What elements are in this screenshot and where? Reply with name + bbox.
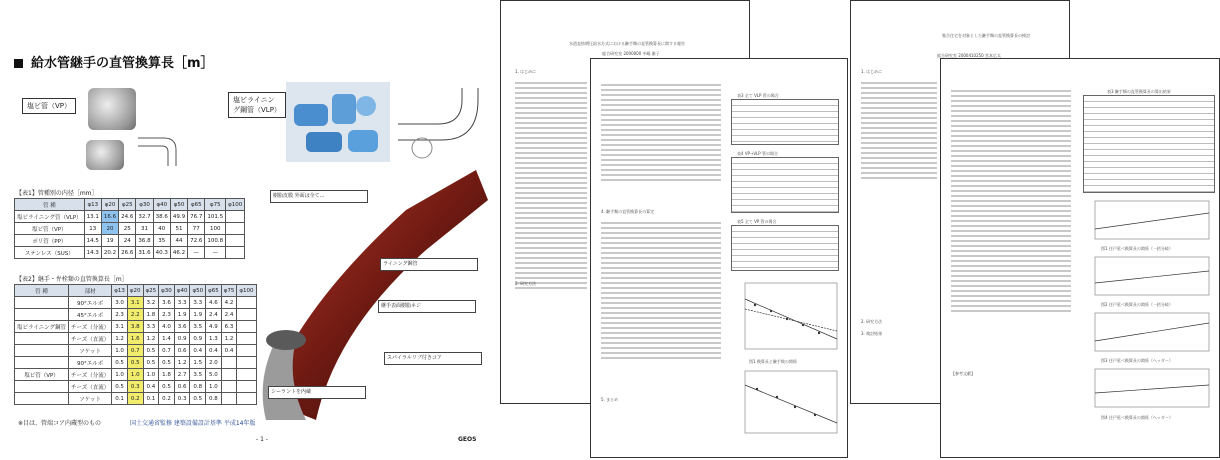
- table-cell: 51: [170, 223, 187, 235]
- page5-body-text: [951, 87, 1071, 315]
- table-cell: 26.6: [119, 247, 136, 259]
- page3-scatter-chart-1: [731, 279, 841, 359]
- table-cell: 0.5: [143, 357, 159, 369]
- table-cell: 1.3: [206, 333, 222, 345]
- table-cell: 6.3: [221, 321, 237, 333]
- page4-title: 集合住宅を対象とした継手類の直管換算長の検討: [942, 33, 1030, 38]
- table-cell: 0.3: [127, 381, 143, 393]
- table-cell: 0.5: [112, 357, 128, 369]
- table1-header: φ100: [226, 199, 245, 211]
- vp-elbow-drawing: [134, 134, 180, 170]
- table-cell: 0.4: [221, 345, 237, 357]
- table2-header-row: [15, 285, 257, 297]
- table-cell: 3.1: [127, 297, 143, 309]
- table1-header-row: [15, 199, 245, 211]
- table-cell: 1.9: [190, 309, 206, 321]
- table1-header: φ30: [136, 199, 153, 211]
- table-cell: 1.0: [112, 345, 128, 357]
- table2-header: φ40: [174, 285, 190, 297]
- table1-caption: 【表1】管種別の内径［mm］: [16, 190, 98, 197]
- page4-section-3: 3. 検討結果: [861, 331, 883, 336]
- table1-header: φ65: [188, 199, 205, 211]
- table-cell: 24.6: [119, 211, 136, 223]
- table-cell: 1.8: [143, 309, 159, 321]
- table-cell: 1.2: [174, 357, 190, 369]
- table-cell: 0.7: [127, 345, 143, 357]
- table-cell: 3.3: [143, 321, 159, 333]
- page3-body-text-2: [601, 219, 721, 362]
- page3-scatter-chart-2: [731, 367, 841, 443]
- page4-author: 総合研究室 2000410250 宮本広太: [937, 53, 1001, 58]
- table-cell: 0.1: [143, 393, 159, 405]
- table-cell: 49.9: [170, 211, 187, 223]
- table-cell: 2.0: [206, 357, 222, 369]
- page3-table-3-caption: 表3 全て VLP 管の場合: [737, 93, 779, 98]
- table2-header: φ75: [221, 285, 237, 297]
- vlp-label: 塩ビライニング鋼管（VLP）: [228, 92, 286, 118]
- table1-header: φ20: [101, 199, 118, 211]
- table-cell: 0.7: [159, 345, 175, 357]
- table-row: [15, 211, 245, 223]
- table-cell: ポリ管（PP）: [15, 235, 85, 247]
- table-cell: 90°エルボ: [69, 297, 112, 309]
- page5-chart-4-caption: 図4 住戸延べ換算長の関係（ヘッダー）: [1101, 415, 1173, 420]
- page-title: [14, 52, 214, 71]
- page3-table-5-caption: 表5 全て VP 管の場合: [737, 219, 777, 224]
- table-cell: 2.7: [174, 369, 190, 381]
- table-cell: 1.0: [143, 369, 159, 381]
- table-cell: 1.0: [112, 369, 128, 381]
- page4-section-2: 2. 研究方法: [861, 319, 883, 324]
- page5-references: 【参考文献】: [951, 371, 975, 376]
- table-cell: [15, 333, 69, 345]
- table-cell: 3.5: [190, 321, 206, 333]
- page2-body-text: [515, 79, 587, 292]
- table-cell: ステンレス（SUS）: [15, 247, 85, 259]
- table-row: [15, 393, 257, 405]
- table-cell: 0.5: [143, 345, 159, 357]
- table-cell: 1.2: [143, 333, 159, 345]
- table-cell: [15, 309, 69, 321]
- table-cell: 13: [84, 223, 101, 235]
- table-cell: 3.2: [143, 297, 159, 309]
- page5-chart-3-caption: 図3 住戸延べ換算長の関係（ヘッダー）: [1101, 358, 1173, 363]
- vp-elbow-photo: [88, 88, 136, 130]
- table2-header: 管 種: [15, 285, 69, 297]
- page3-chart-caption: 図1 換算長と継手数の関係: [749, 359, 797, 364]
- table-cell: 3.6: [174, 321, 190, 333]
- page2-section-2: 2. 研究方法: [515, 281, 537, 286]
- table-row: [15, 333, 257, 345]
- page3-conclusion: 5. まとめ: [601, 397, 619, 402]
- table-cell: [15, 381, 69, 393]
- table-cell: 32.7: [136, 211, 153, 223]
- bullet-square: [14, 59, 23, 68]
- table-cell: 1.6: [127, 333, 143, 345]
- vlp-fitting-photo: [286, 82, 390, 162]
- page-title-text: 給水管継手の直管換算長［m］: [31, 56, 214, 71]
- table-cell: 2.4: [221, 309, 237, 321]
- page2-section-1: 1. はじめに: [515, 69, 537, 74]
- table-cell: 0.5: [159, 381, 175, 393]
- table-cell: 40: [153, 223, 170, 235]
- table-cell: 45°エルボ: [69, 309, 112, 321]
- table-cell: —: [205, 247, 226, 259]
- table-cell: 1.9: [174, 309, 190, 321]
- table-row: [15, 309, 257, 321]
- note-sealant: シーラントを内蔵: [268, 386, 366, 399]
- table-cell: 2.3: [112, 309, 128, 321]
- table-cell: 4.0: [159, 321, 175, 333]
- page4-section-1: 1. はじめに: [861, 69, 883, 74]
- table-cell: 90°エルボ: [69, 357, 112, 369]
- table-cell: 76.7: [188, 211, 205, 223]
- table-cell: 1.4: [159, 333, 175, 345]
- table-cell: 0.5: [127, 357, 143, 369]
- table-cell: 24: [119, 235, 136, 247]
- table-cell: 0.6: [174, 381, 190, 393]
- page-1: [0, 0, 496, 460]
- table-cell: ソケット: [69, 393, 112, 405]
- table-cell: 1.5: [190, 357, 206, 369]
- table-cell: 0.5: [112, 381, 128, 393]
- note-spiral-core: スパイラルリブ付きコア: [384, 352, 482, 365]
- table-cell: チーズ（直流）: [69, 381, 112, 393]
- table-cell: 塩ビ管（VP）: [15, 369, 69, 381]
- table2-caption: 【表2】継手・弁栓類の直管換算長［m］: [16, 276, 128, 283]
- table-cell: 25: [119, 223, 136, 235]
- table-row: [15, 247, 245, 259]
- table-cell: 36.8: [136, 235, 153, 247]
- page-3: [590, 58, 848, 458]
- table-cell: 0.8: [206, 393, 222, 405]
- table2-equivalent-length: [14, 284, 257, 405]
- table-row: [15, 235, 245, 247]
- page-number: - 1 -: [256, 436, 268, 443]
- table-cell: 0.4: [143, 381, 159, 393]
- page3-table-4: [731, 157, 839, 213]
- page5-chart-1-caption: 図1 住戸延べ換算長の関係（一括分岐）: [1101, 246, 1173, 251]
- table2-header: 部材: [69, 285, 112, 297]
- page3-table-5: [731, 225, 839, 271]
- table-cell: 100.8: [205, 235, 226, 247]
- table1-inner-diameter: [14, 198, 245, 259]
- table-cell: 38.6: [153, 211, 170, 223]
- table-cell: [221, 357, 237, 369]
- table-cell: ソケット: [69, 345, 112, 357]
- table-cell: 1.2: [221, 333, 237, 345]
- table-cell: チーズ（直流）: [69, 333, 112, 345]
- table-cell: 101.5: [205, 211, 226, 223]
- table2-header: φ25: [143, 285, 159, 297]
- table-cell: 2.3: [159, 309, 175, 321]
- table-cell: 塩ビライニング管（VLP）: [15, 211, 85, 223]
- page5-chart-2: [1083, 255, 1213, 301]
- table-cell: 0.4: [206, 345, 222, 357]
- table-cell: 塩ビ管（VP）: [15, 223, 85, 235]
- note-lining-steel: ライニング鋼管: [380, 258, 478, 271]
- note-resin-coat: 樹脂皮膜 外面は全て…: [270, 190, 368, 203]
- table-cell: [15, 393, 69, 405]
- table-cell: [15, 297, 69, 309]
- table-cell: 46.2: [170, 247, 187, 259]
- table-cell: 0.5: [159, 357, 175, 369]
- table-cell: 1.8: [159, 369, 175, 381]
- table-cell: 31: [136, 223, 153, 235]
- table2-header: φ50: [190, 285, 206, 297]
- table-cell: 35: [153, 235, 170, 247]
- page5-table: [1083, 95, 1215, 193]
- table-cell: 2.2: [127, 309, 143, 321]
- table-cell: 13.1: [84, 211, 101, 223]
- page3-table-3: [731, 99, 839, 145]
- table-cell: 0.9: [190, 333, 206, 345]
- table-cell: 5.0: [206, 369, 222, 381]
- vp-elbow-photo-2: [86, 140, 124, 170]
- table2-header: φ100: [237, 285, 256, 297]
- table-cell: [221, 369, 237, 381]
- table2-header: φ65: [206, 285, 222, 297]
- page5-chart-2-caption: 図2 住戸延べ換算長の関係（一括分岐）: [1101, 302, 1173, 307]
- note-resin-thread: 継手表面樹脂ネジ: [378, 300, 476, 313]
- table-cell: 3.6: [159, 297, 175, 309]
- table-row: [15, 381, 257, 393]
- table-cell: 3.8: [127, 321, 143, 333]
- table-cell: 0.6: [174, 345, 190, 357]
- table-cell: 3.1: [112, 321, 128, 333]
- table-cell: 16.6: [101, 211, 118, 223]
- table-cell: 塩ビライニング鋼管: [15, 321, 69, 333]
- table-row: [15, 357, 257, 369]
- source-citation: 国土交通省監修 建築設備設計基準 平成14年版: [130, 420, 256, 427]
- page5-chart-3: [1083, 311, 1213, 357]
- table-cell: 72.6: [188, 235, 205, 247]
- table-cell: 19: [101, 235, 118, 247]
- table2-header: φ20: [127, 285, 143, 297]
- page2-author: 総合研究室 2000000 中嶋 雅子: [602, 51, 660, 56]
- table-cell: 3.5: [190, 369, 206, 381]
- table-cell: 1.2: [112, 333, 128, 345]
- table2-header: φ13: [112, 285, 128, 297]
- table1-header: 管 種: [15, 199, 85, 211]
- table-cell: 0.3: [174, 393, 190, 405]
- table-cell: 0.5: [190, 393, 206, 405]
- page-5: [940, 58, 1220, 458]
- vp-label: 塩ビ管（VP）: [22, 98, 76, 114]
- page3-table-4-caption: 表4 VP→VLP 管の場合: [737, 151, 778, 156]
- table-cell: 1.0: [127, 369, 143, 381]
- page5-table-caption: 表3 継手類の直管換算長の算出結果: [1107, 89, 1171, 94]
- table-cell: 0.2: [127, 393, 143, 405]
- table-cell: 4.6: [206, 297, 222, 309]
- table-cell: チーズ（分流）: [69, 369, 112, 381]
- table-row: [15, 321, 257, 333]
- table1-header: φ75: [205, 199, 226, 211]
- table-cell: 0.4: [190, 345, 206, 357]
- table-cell: 0.9: [174, 333, 190, 345]
- table-cell: 0.2: [159, 393, 175, 405]
- table-row: [15, 223, 245, 235]
- table-cell: 77: [188, 223, 205, 235]
- page3-body-text: [601, 81, 721, 184]
- page5-chart-4: [1083, 367, 1213, 413]
- table-cell: 1.0: [206, 381, 222, 393]
- table-cell: [15, 357, 69, 369]
- table-cell: 14.5: [84, 235, 101, 247]
- table1-header: φ25: [119, 199, 136, 211]
- table-cell: 14.3: [84, 247, 101, 259]
- table-cell: 4.2: [221, 297, 237, 309]
- table-cell: 2.4: [206, 309, 222, 321]
- table-cell: 44: [170, 235, 187, 247]
- page5-chart-1: [1083, 199, 1213, 245]
- table-cell: —: [188, 247, 205, 259]
- table-cell: 4.9: [206, 321, 222, 333]
- table-cell: 3.3: [174, 297, 190, 309]
- table-row: [15, 345, 257, 357]
- vlp-cross-section-drawing: [392, 84, 488, 164]
- page4-body-text: [861, 79, 937, 182]
- table-cell: チーズ（分流）: [69, 321, 112, 333]
- page3-section: 4. 継手類の直管換算長の算定: [601, 209, 655, 214]
- table1-header: φ40: [153, 199, 170, 211]
- table-row: [15, 369, 257, 381]
- table-cell: 3.0: [112, 297, 128, 309]
- table-row: [15, 297, 257, 309]
- table-cell: [15, 345, 69, 357]
- footnote: ※目は、管端コア内蔵型のもの: [18, 420, 102, 427]
- table-cell: 40.3: [153, 247, 170, 259]
- table-cell: [221, 393, 237, 405]
- table-cell: 20.2: [101, 247, 118, 259]
- table2-header: φ30: [159, 285, 175, 297]
- table-cell: 3.3: [190, 297, 206, 309]
- table1-header: φ50: [170, 199, 187, 211]
- table-cell: 0.1: [112, 393, 128, 405]
- table1-header: φ13: [84, 199, 101, 211]
- table-cell: 31.6: [136, 247, 153, 259]
- table-cell: [221, 381, 237, 393]
- table-cell: 0.8: [190, 381, 206, 393]
- table-cell: 20: [101, 223, 118, 235]
- page2-title: 水道直結増圧給水方式における継手類の直管換算長に関する報告: [569, 41, 685, 46]
- table-cell: 100: [205, 223, 226, 235]
- brand-logo: GEOS: [458, 436, 477, 443]
